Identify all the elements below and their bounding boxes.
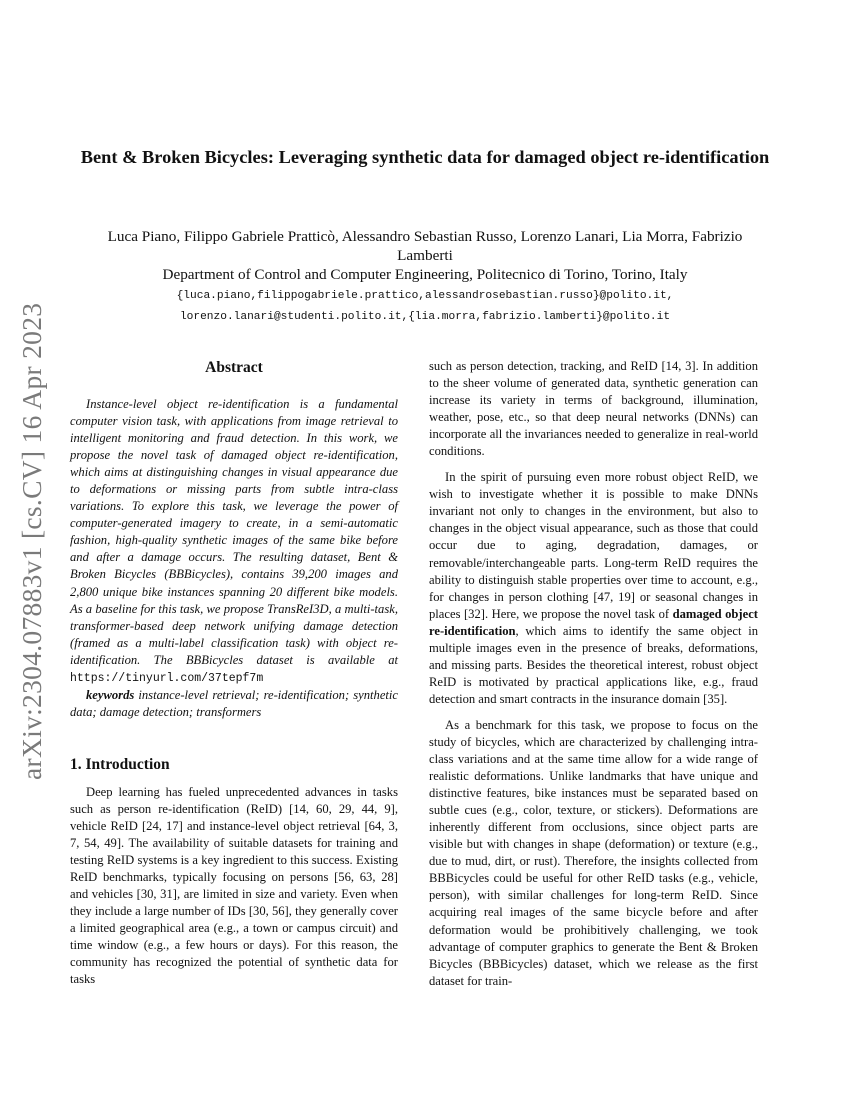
intro-p2-start: In the spirit of pursuing even more robust object ReID, we wish to investigate whether it is possible to make DNNs invariant not only to changes in the environment, but also to changes in the object visual appearance, such as those that could occur due to aging, degradation, damages, or removable/interchangeable parts. Long-term ReID requires the ability to distinguish stable properties over time to account, e.g., for changes in person clothing [47, 19] or seasonal changes in places [32]. Here, we propose the novel task of <box>429 470 758 621</box>
abstract-body: Instance-level object re-identification is a fundamental computer vision task, with applications from image retrieval to intelligent monitoring and fraud detection. In this work, we propose the novel task of damaged object re-identification, which aims at distinguishing changes in visual appearance due to deformations or missing parts from subtle intra-class variations. To explore this task, we leverage the power of computer-generated imagery to create, in a semi-automatic fashion, high-quality synthetic images of the same bike before and after a damage occurs. The resulting dataset, Bent & Broken Bicycles (BBBicycles), contains 39,200 images and 2,800 unique bike instances spanning 20 different bike models. As a baseline for this task, we propose TransReI3D, a multi-task, transformer-based deep network unifying damage detection (framed as a multi-label classification task) with object re-identification. The BBBicycles dataset is available at <box>70 397 398 667</box>
dataset-link[interactable]: https://tinyurl.com/37tepf7m <box>70 671 264 685</box>
introduction-heading: 1. Introduction <box>70 755 170 773</box>
right-column <box>429 358 758 990</box>
intro-paragraph-2 <box>429 469 758 708</box>
intro-paragraph-1: Deep learning has fueled unprecedented advances in tasks such as person re-identification (ReID) [14, 60, 29, 44, 9], vehicle ReID [24, 17] and instance-level object retrieval [64, 3, 7, 54, 49]. The availability of suitable datasets for training and testing ReID systems is a key ingredient to this success. Existing ReID benchmarks, typically focusing on persons [56, 63, 28] and vehicles [30, 31], are limited in size and variety. Even when they include a large number of IDs [30, 56], they generally cover a limited geographical area (e.g., a town or campus circuit) and time window (e.g., a few hours or days). For this reason, the community has recognized the potential of synthetic data for tasks <box>70 784 398 987</box>
abstract-text <box>70 396 398 687</box>
author-emails <box>60 286 790 328</box>
paper-title: Bent & Broken Bicycles: Leveraging synthetic data for damaged object re-identification <box>80 147 770 167</box>
intro-paragraph-1-continued: such as person detection, tracking, and ReID [14, 3]. In addition to the sheer volume of generated data, synthetic generation can increase its variety in terms of background, illumination, weather, pose, etc., so that deep neural networks (DNNs) can incorporate all the invariances needed to generalize in real-world conditions. <box>429 359 758 459</box>
task-name: damaged object re-identification <box>429 606 758 638</box>
keywords-label: keywords <box>86 687 135 702</box>
affiliation: Department of Control and Computer Engineering, Politecnico di Torino, Torino, Italy <box>162 266 688 283</box>
abstract-heading: Abstract <box>205 359 263 376</box>
intro-paragraph-3: As a benchmark for this task, we propose to focus on the study of bicycles, which are characterized by challenging intra-class variations and at the same time allow for a wide range of realistic deformations. Unlike landmarks that have unique and distinctive features, bike instances must be separated based on subtle cues (e.g., color, texture, or stickers). Deformations are inherently different from occlusions, since object parts are visible but with changes in shape (deformation) or texture (e.g., due to mud, dirt, or rust). Therefore, the insights collected from BBBicycles could be useful for other ReID tasks (e.g., vehicle, person), with similar challenges for long-term ReID. Since acquiring real images of the same bicycle before and after deformation would be prohibitively challenging, we took advantage of computer graphics to generate the Bent & Broken Bicycles (BBBicycles) dataset, which we release as the first dataset for train- <box>429 717 758 988</box>
email-line-1: {luca.piano,filippogabriele.prattico,alessandrosebastian.russo}@polito.it, <box>176 290 674 302</box>
intro-p2-end: , which aims to identify the same object in multiple images even in the presence of breaks, deformations, and missing parts. Besides the theoretical interest, robust object ReID is motivated by practical applications like, e.g., fraud detection and smart contracts in the insurance domain [35]. <box>429 623 758 706</box>
keywords <box>70 687 398 721</box>
arxiv-identifier: arXiv:2304.07883v1 [cs.CV] 16 Apr 2023 <box>16 302 47 780</box>
keywords-list: instance-level retrieval; re-identification; synthetic data; damage detection; transformers <box>70 687 398 719</box>
email-line-2: lorenzo.lanari@studenti.polito.it,{lia.morra,fabrizio.lamberti}@polito.it <box>179 311 671 323</box>
left-column <box>70 358 398 988</box>
author-list: Luca Piano, Filippo Gabriele Pratticò, Alessandro Sebastian Russo, Lorenzo Lanari, Lia Morra, Fabrizio Lamberti <box>107 228 743 264</box>
